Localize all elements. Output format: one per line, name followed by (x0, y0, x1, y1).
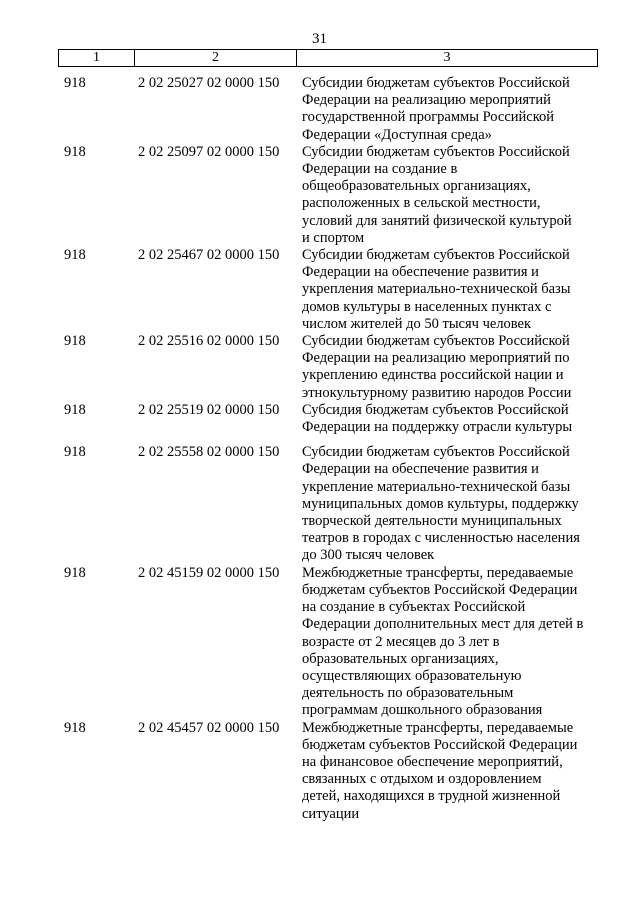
admin-code: 918 (64, 247, 86, 264)
budget-code: 2 02 25027 02 0000 150 (138, 75, 280, 91)
header-col-2: 2 (135, 50, 297, 66)
income-description: Субсидии бюджетам субъектов Российской Федерации на реализацию мероприятий по укреплению единства российской нации и этнокультурному развитию народов России (302, 333, 572, 401)
table-row (0, 402, 639, 436)
budget-code: 2 02 25467 02 0000 150 (138, 247, 280, 264)
income-description: Субсидии бюджетам субъектов Российской Федерации на реализацию мероприятий государственной программы Российской Федерации «Доступная среда» (302, 75, 570, 143)
table-row (0, 144, 639, 247)
budget-code: 2 02 25097 02 0000 150 (138, 143, 280, 160)
table-row (0, 75, 639, 144)
table-row (0, 565, 639, 720)
income-description: Субсидии бюджетам субъектов Российской Федерации на обеспечение развития и укрепление материально-технической базы муниципальных домов культуры, поддержку творческой деятельности муниципальных театров в городах с численностью населения до 300 тысяч человек (302, 444, 580, 564)
table-header (58, 49, 598, 67)
income-description: Субсидии бюджетам субъектов Российской Федерации на обеспечение развития и укрепления материально-технической базы домов культуры в населенных пунктах с числом жителей до 50 тысяч человек (302, 247, 571, 332)
admin-code: 918 (64, 143, 86, 160)
budget-code: 2 02 25558 02 0000 150 (138, 444, 280, 461)
table-row (0, 720, 639, 823)
admin-code: 918 (64, 333, 86, 350)
budget-code: 2 02 45159 02 0000 150 (138, 564, 280, 581)
table-row (0, 247, 639, 333)
income-description: Субсидии бюджетам субъектов Российской Федерации на создание в общеобразовательных организациях, расположенных в сельской местности, условий для занятий физической культурой и спортом (302, 143, 572, 246)
income-description: Межбюджетные трансферты, передаваемые бюджетам субъектов Российской Федерации на создание в субъектах Российской Федерации дополнительных мест для детей в возрасте от 2 месяцев до 3 лет в образовательных организациях, осуществляющих образовательную деятельность по образовательным программам дошкольного образования (302, 564, 584, 719)
income-description: Субсидия бюджетам субъектов Российской Федерации на поддержку отрасли культуры (302, 401, 573, 436)
admin-code: 918 (64, 75, 86, 91)
table-row (0, 444, 639, 564)
income-description: Межбюджетные трансферты, передаваемые бюджетам субъектов Российской Федерации на финансовое обеспечение мероприятий, связанных с отдыхом и оздоровлением детей, находящихся в трудной жизненной ситуации (302, 719, 578, 822)
header-col-3: 3 (443, 50, 451, 65)
budget-code: 2 02 45457 02 0000 150 (138, 719, 280, 736)
admin-code: 918 (64, 564, 86, 581)
admin-code: 918 (64, 444, 86, 461)
budget-code: 2 02 25516 02 0000 150 (138, 333, 280, 350)
table-body (0, 75, 639, 823)
budget-code: 2 02 25519 02 0000 150 (138, 401, 280, 418)
table-row (0, 333, 639, 402)
header-col-1: 1 (59, 50, 135, 66)
admin-code: 918 (64, 719, 86, 736)
page-number: 31 (312, 31, 327, 47)
admin-code: 918 (64, 401, 86, 418)
